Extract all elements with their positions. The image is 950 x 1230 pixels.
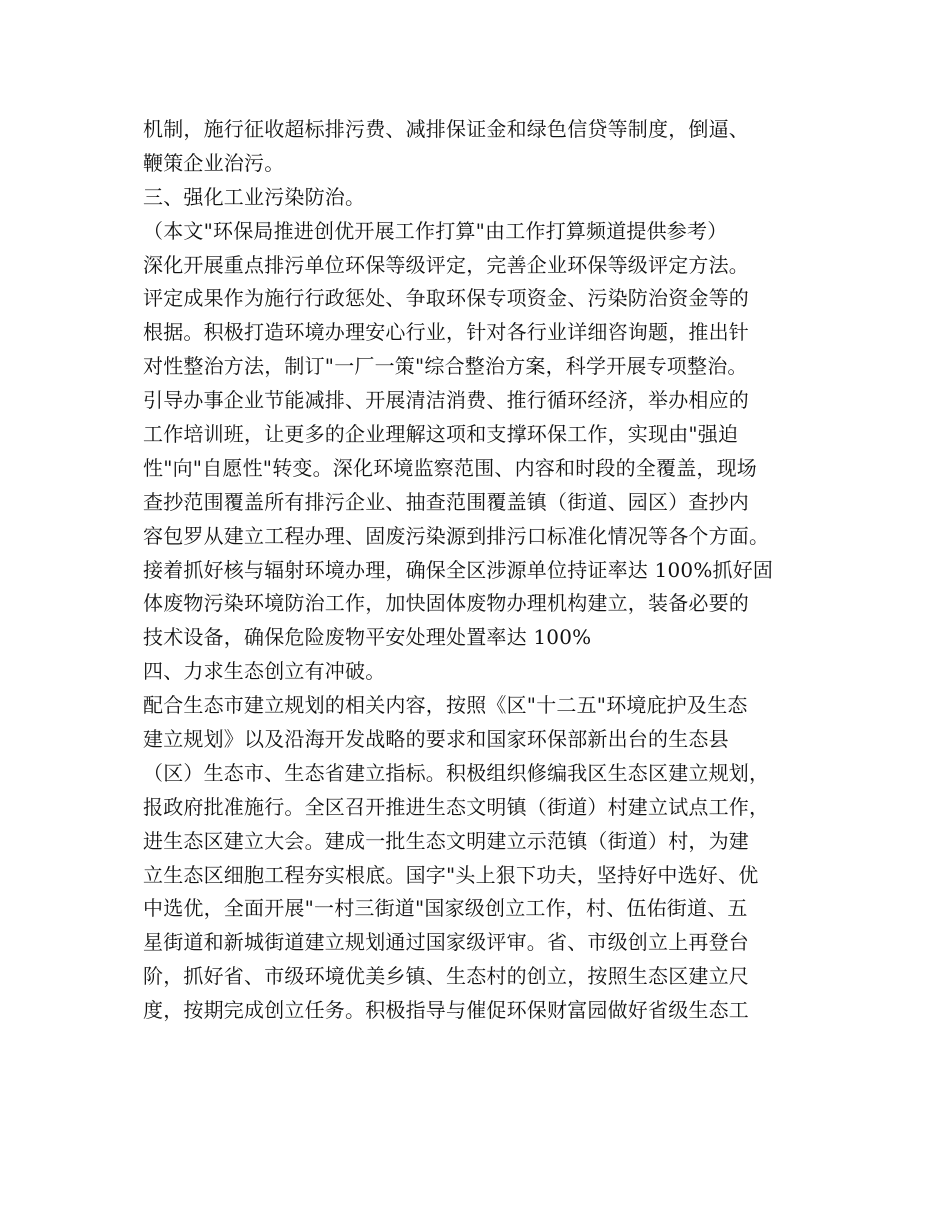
- text-line: 根据。积极打造环境办理安心行业，针对各行业详细咨询题，推出针: [143, 320, 749, 345]
- text-line: （区）生态市、生态省建立指标。积极组织修编我区生态区建立规划，: [143, 760, 770, 785]
- text-line: 报政府批准施行。全区召开推进生态文明镇（街道）村建立试点工作，: [143, 794, 770, 819]
- text-line: 建立规划》以及沿海开发战略的要求和国家环保部新出台的生态县: [143, 727, 729, 752]
- source-note: （本文"环保局推进创优开展工作打算"由工作打算频道提供参考）: [143, 218, 728, 243]
- text-line: 机制，施行征收超标排污费、减排保证金和绿色信贷等制度，倒逼、: [143, 117, 749, 141]
- text-line: 性"向"自愿性"转变。深化环境监察范围、内容和时段的全覆盖，现场: [143, 455, 757, 480]
- text-line: 技术设备，确保危险废物平安处理处置率达 100%: [143, 625, 592, 650]
- text-line: 度，按期完成创立任务。积极指导与催促环保财富园做好省级生态工: [143, 998, 749, 1023]
- text-line: 体废物污染环境防治工作，加快固体废物办理机构建立，装备必要的: [143, 591, 749, 616]
- text-line: 深化开展重点排污单位环保等级评定，完善企业环保等级评定方法。: [143, 252, 749, 277]
- text-line: 阶，抓好省、市级环境优美乡镇、生态村的创立，按照生态区建立尺: [143, 964, 749, 989]
- text-line: 接着抓好核与辐射环境办理，确保全区涉源单位持证率达 100%抓好固: [143, 557, 774, 582]
- text-line: 工作培训班，让更多的企业理解这项和支撑环保工作，实现由"强迫: [143, 422, 739, 447]
- text-line: 容包罗从建立工程办理、固废污染源到排污口标准化情况等各个方面。: [143, 523, 770, 548]
- section-heading: 四、力求生态创立有冲破。: [143, 659, 386, 684]
- section-heading: 三、强化工业污染防治。: [143, 184, 366, 209]
- text-line: 对性整治方法，制订"一厂一策"综合整治方案，科学开展专项整治。: [143, 354, 748, 379]
- text-line: 星街道和新城街道建立规划通过国家级评审。省、市级创立上再登台: [143, 930, 749, 955]
- text-line: 引导办事企业节能减排、开展清洁消费、推行循环经济，举办相应的: [143, 388, 749, 413]
- text-line: 立生态区细胞工程夯实根底。国字"头上狠下功夫，坚持好中选好、优: [143, 862, 759, 887]
- text-line: 评定成果作为施行行政惩处、争取环保专项资金、污染防治资金等的: [143, 286, 749, 311]
- document-body: [143, 113, 833, 1028]
- text-line: 配合生态市建立规划的相关内容，按照《区"十二五"环境庇护及生态: [143, 693, 748, 718]
- text-line: 中选优，全面开展"一村三街道"国家级创立工作，村、伍佑街道、五: [143, 896, 748, 921]
- text-line: 查抄范围覆盖所有排污企业、抽查范围覆盖镇（街道、园区）查抄内: [143, 489, 749, 514]
- text-line: 进生态区建立大会。建成一批生态文明建立示范镇（街道）村，为建: [143, 828, 749, 853]
- text-line: 鞭策企业治污。: [143, 150, 285, 175]
